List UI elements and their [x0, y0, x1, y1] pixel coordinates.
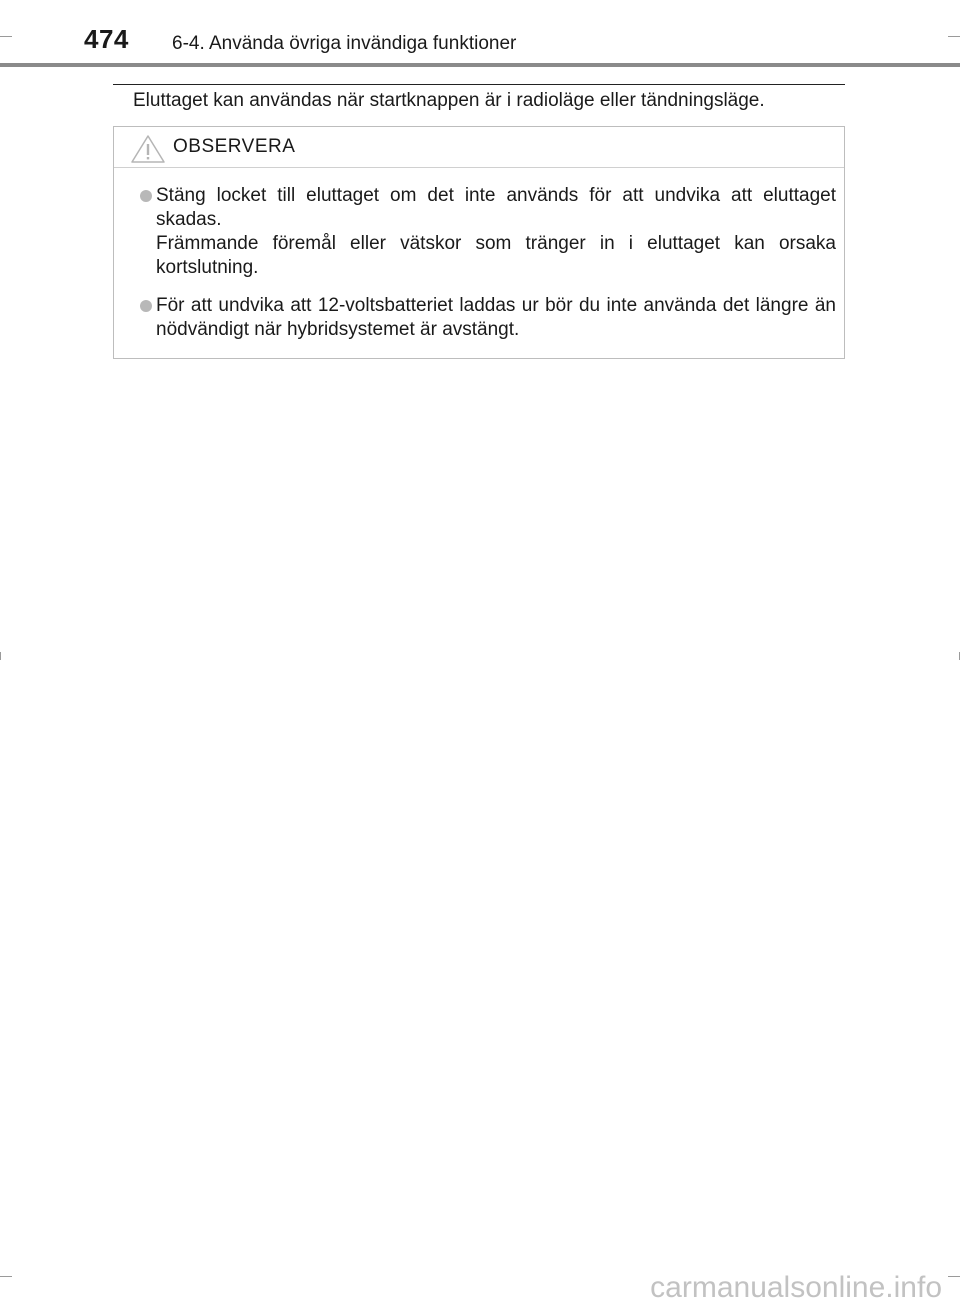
section-title: 6-4. Använda övriga invändiga funktioner	[172, 33, 517, 54]
intro-text: Eluttaget kan användas när startknappen är i radioläge eller tändningsläge.	[133, 90, 765, 111]
bullet-dot-icon	[140, 190, 152, 202]
caution-label: OBSERVERA	[173, 136, 296, 157]
list-item	[140, 184, 836, 280]
page-number: 474	[84, 24, 129, 54]
crop-mark	[948, 36, 960, 37]
bullet-text: Stäng locket till eluttaget om det inte används för att undvika att eluttaget skadas.	[156, 185, 836, 230]
crop-mark	[0, 1276, 12, 1277]
caution-list	[140, 184, 836, 356]
bullet-text: För att undvika att 12-voltsbatteriet laddas ur bör du inte använda det längre än nödvändigt när hybridsystemet är avstängt.	[156, 295, 836, 340]
bullet-text: Främmande föremål eller vätskor som tränger in i eluttaget kan orsaka kortslutning.	[156, 233, 836, 278]
watermark: carmanualsonline.info	[650, 1271, 942, 1304]
warning-triangle-icon	[130, 134, 166, 169]
header-rule	[0, 63, 960, 67]
page-header	[0, 0, 960, 68]
bullet-dot-icon	[140, 300, 152, 312]
list-item	[140, 294, 836, 342]
caution-box	[113, 126, 845, 359]
crop-mark	[0, 652, 1, 660]
crop-mark	[948, 1276, 960, 1277]
caution-header	[114, 127, 844, 168]
crop-mark	[0, 36, 12, 37]
intro-rule	[113, 84, 845, 85]
